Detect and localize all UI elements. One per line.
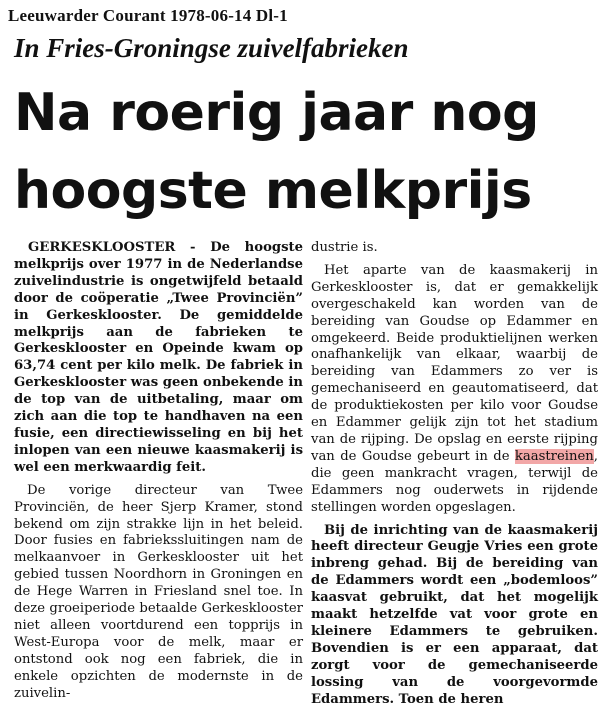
article-column-right — [311, 240, 598, 708]
headline — [14, 74, 604, 230]
para3-text-after: , die geen mankracht vragen, terwijl de Edammers nog ouderwets in rijdende stellingen worden opgeslagen. — [311, 449, 598, 515]
body-paragraph-2-continued: dustrie is. — [311, 240, 598, 257]
article-column-left — [14, 240, 303, 702]
source-label: Leeuwarder Courant 1978-06-14 Dl-1 — [8, 6, 288, 26]
para3-text-before: Het aparte van de kaasmakerij in Gerkesklooster is, dat er gemakkelijk overgeschakeld kan worden van de bereiding van Goudse op Edammer en omgekeerd. Beide produktielijnen werken onafhankelijk van elkaar, waarbij de bereiding van Edammers zo ver is gemechaniseerd en geautomatiseerd, dat de produktiekosten per kilo voor Goudse en Edammer gelijk zijn tot het stadium van de rijping. De opslag en eerste rijping van de Goudse gebeurt in de — [311, 263, 598, 464]
lead-paragraph — [14, 240, 303, 477]
body-paragraph-2: De vorige directeur van Twee Provinciën, de heer Sjerp Kramer, stond bekend om zijn strakke lijn in het beleid. Door fusies en fabriekssluitingen nam de melkaanvoer in Gerkesklooster uit het gebied tussen Noordhorn in Groningen en de Hege Warren in Friesland snel toe. In deze groeiperiode betaalde Gerkesklooster niet alleen voortdurend een topprijs in West-Europa voor de melk, maar er ontstond ook nog een fabriek, die in enkele opzichten de modernste in de zuivelin- — [14, 483, 303, 703]
lead-text: De hoogste melkprijs over 1977 in de Nederlandse zuivelindustrie is ongetwijfeld betaald door de coöperatie „Twee Provinciën” in Gerkesklooster. De gemiddelde melkprijs aan de fabrieken te Gerkesklooster en Opeinde kwam op 63,74 cent per kilo melk. De fabriek in Gerkesklooster was geen onbekende in de top van de uitbetaling, maar om zich aan die top te handhaven na een fusie, een directiewisseling en bij het inlopen van een nieuwe kaasmakerij is wel een merkwaardig feit. — [14, 240, 303, 475]
headline-line-1: Na roerig jaar nog — [14, 74, 604, 152]
headline-line-2: hoogste melkprijs — [14, 152, 604, 230]
body-paragraph-3 — [311, 263, 598, 517]
kicker-headline: In Fries-Groningse zuivelfabrieken — [14, 33, 409, 64]
body-paragraph-4: Bij de inrichting van de kaasmakerij heeft directeur Geugje Vries een grote inbreng gehad. Bij de bereiding van de Edammers wordt een „bodemloos” kaasvat gebruikt, dat het mogelijk maakt hetzelfde vat voor grote en kleinere Edammers te gebruiken. Bovendien is er een apparaat, dat zorgt voor de gemechaniseerde lossing van de voorgevormde Edammers. Toen de heren — [311, 523, 598, 708]
highlighted-term: kaastreinen — [515, 449, 594, 464]
dateline: GERKESKLOOSTER - — [28, 240, 210, 255]
